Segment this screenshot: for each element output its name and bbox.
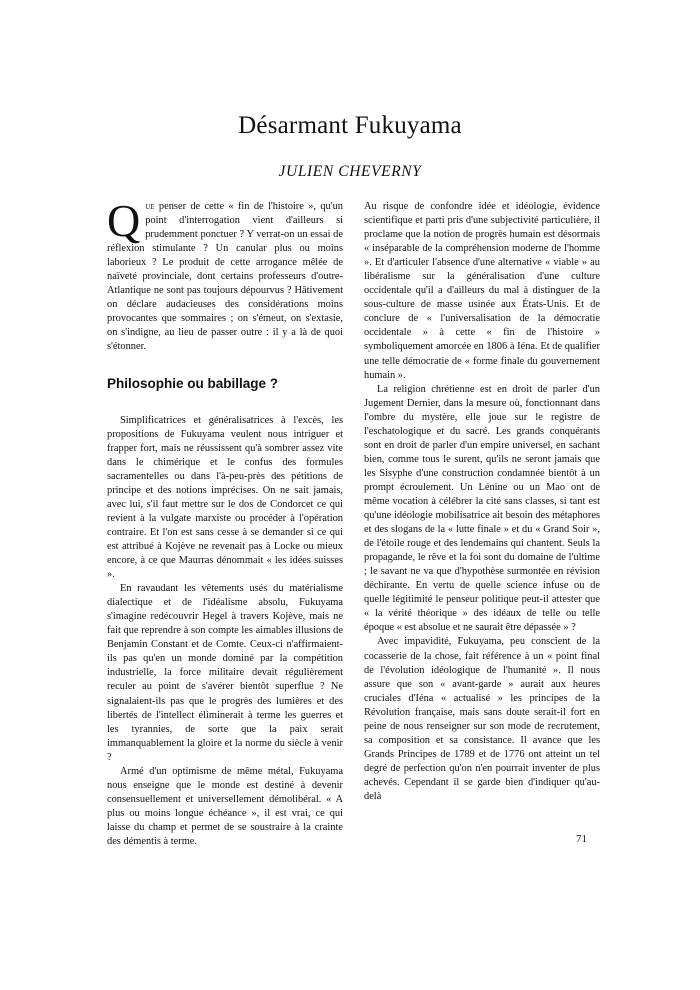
page-number: 71 [576, 833, 587, 845]
drop-cap: Q [107, 195, 141, 246]
intro-paragraph [107, 195, 343, 355]
section-heading: Philosophie ou babillage ? [107, 375, 279, 391]
right-column [364, 200, 600, 804]
body-paragraph: Simplificatrices et généralisatrices à l'excès, les propositions de Fukuyama veulent nous intriguer et frapper fort, mais ne réussissent qu'à sombrer assez vite dans le chimérique et le confus des formules sacramentelles ou dans l'à-peu-près des pétitions de principe et des notions imprécises. On ne sait jamais, avec lui, s'il faut mettre sur le dos de Condorcet ce qui revient à la vulgate marxiste ou procéder à l'opération contraire. Et l'on est sans cesse à se demander si ce qui est attribué à Kojève ne revenait pas à Locke ou mieux encore, à ce que Maurras dénommait « les idées suisses ». [107, 414, 343, 581]
article-author: JULIEN CHEVERNY [278, 163, 422, 180]
article-title: Désarmant Fukuyama [238, 112, 462, 139]
body-paragraph: La religion chrétienne est en droit de parler d'un Jugement Dernier, dans la mesure où, fonctionnant dans l'ombre du mystère, elle joue sur le registre de l'eschatologique et du sacré. Les grands conquérants sont en droit de parler d'un empire universel, en sachant bien, comme tous le surent, qu'ils ne seront jamais que les Sisyphe d'une construction condamnée bientôt à un prompt écroulement. Un Lénine ou un Mao ont de même vocation à célébrer la cité sans classes, si tant est qu'une idéologie mobilisatrice ait besoin des métaphores et des slogans de la « lutte finale » et du « Grand Soir », de l'étoile rouge et des lendemains qui chantent. Seuls la propagande, le rêve et la foi sont du domaine de l'ultime ; le savant ne va que d'hypothèse surmontée en révision déchirante. En vertu de quelle science infuse ou de quelle légitimité le penseur politique peut-il attester que « la vérité théorique » des idéaux de telle ou telle époque « est absolue et ne saurait être dépassée » ? [364, 383, 600, 634]
left-column [107, 195, 343, 849]
intro-first-words: ue [145, 201, 155, 212]
body-paragraph: En ravaudant les vêtements usés du matérialisme dialectique et de l'idéalisme absolu, Fukuyama s'imagine redécouvrir Hegel à travers Kojève, mais ne fait que reprendre à son compte les aimables illusions de Benjamin Constant et de Comte. Ceux-ci n'affirmaient-ils pas qu'en un monde dominé par la compétition industrielle, la force militaire devait régulièrement reculer au point de s'avérer bientôt superflue ? Ne signalaient-ils pas que le progrès des lumières et des libertés de l'intellect éliminerait à terme les guerres et les tyrannies, de sorte que la paix serait immanquablement la gloire et la norme du siècle à venir ? [107, 583, 343, 763]
body-paragraph: Au risque de confondre idée et idéologie, évidence scientifique et parti pris d'une subjectivité particulière, il proclame que la notion de progrès humain est désormais « inséparable de la compréhension moderne de l'homme ». Et d'articuler l'absence d'une alternative « viable » au libéralisme sur la généralisation d'une culture occidentale qu'il a d'ailleurs du mal à distinguer de la sous-culture de masse usinée aux États-Unis. Et de conclure de « l'universalisation de la démocratie occidentale » à cette « fin de l'histoire » symboliquement amorcée en 1806 à Iéna. Et de qualifier une telle démocratie de « forme finale du gouvernement humain ». [364, 201, 600, 381]
body-paragraph: Avec impavidité, Fukuyama, peu conscient de la cocasserie de la chose, fait référence à un « point final de l'évolution idéologique de l'humanité ». Il nous assure que son « avant-garde » aurait aux heures cruciales d'Iéna « actualisé » les principes de la Révolution française, mais sans doute serait-il fort en peine de nous renseigner sur son mode de recrutement, sa composition et sa consistance. Il avance que les Grands Principes de 1789 et de 1776 ont atteint un tel degré de perfection qu'on n'en pourrait inventer de plus achevés. Cependant il se garde bien d'indiquer qu'au-delà [364, 636, 600, 802]
body-paragraph: Armé d'un optimisme de même métal, Fukuyama nous enseigne que le monde est destiné à devenir consensuellement et universellement démolibéral. « A plus ou moins longue échéance », il est vrai, ce qui laisse du champ et permet de se soustraire à la crainte des démentis à terme. [107, 765, 343, 847]
intro-text: penser de cette « fin de l'histoire », qu'un point d'interrogation vient d'ailleurs si prudemment ponctuer ? Y verrat-on un essai de réflexion stimulante ? Un canular plus ou moins laborieux ? Le produit de cette arrogance mêlée de naïveté provinciale, dont certains professeurs d'outre-Atlantique ne sont pas toujours dépourvus ? Hâtivement on déclare audacieuses des considérations moins provocantes que sommaires ; on s'émeut, on s'extasie, on s'indigne, au lieu de passer outre : il y a là de quoi s'étonner. [107, 201, 343, 353]
